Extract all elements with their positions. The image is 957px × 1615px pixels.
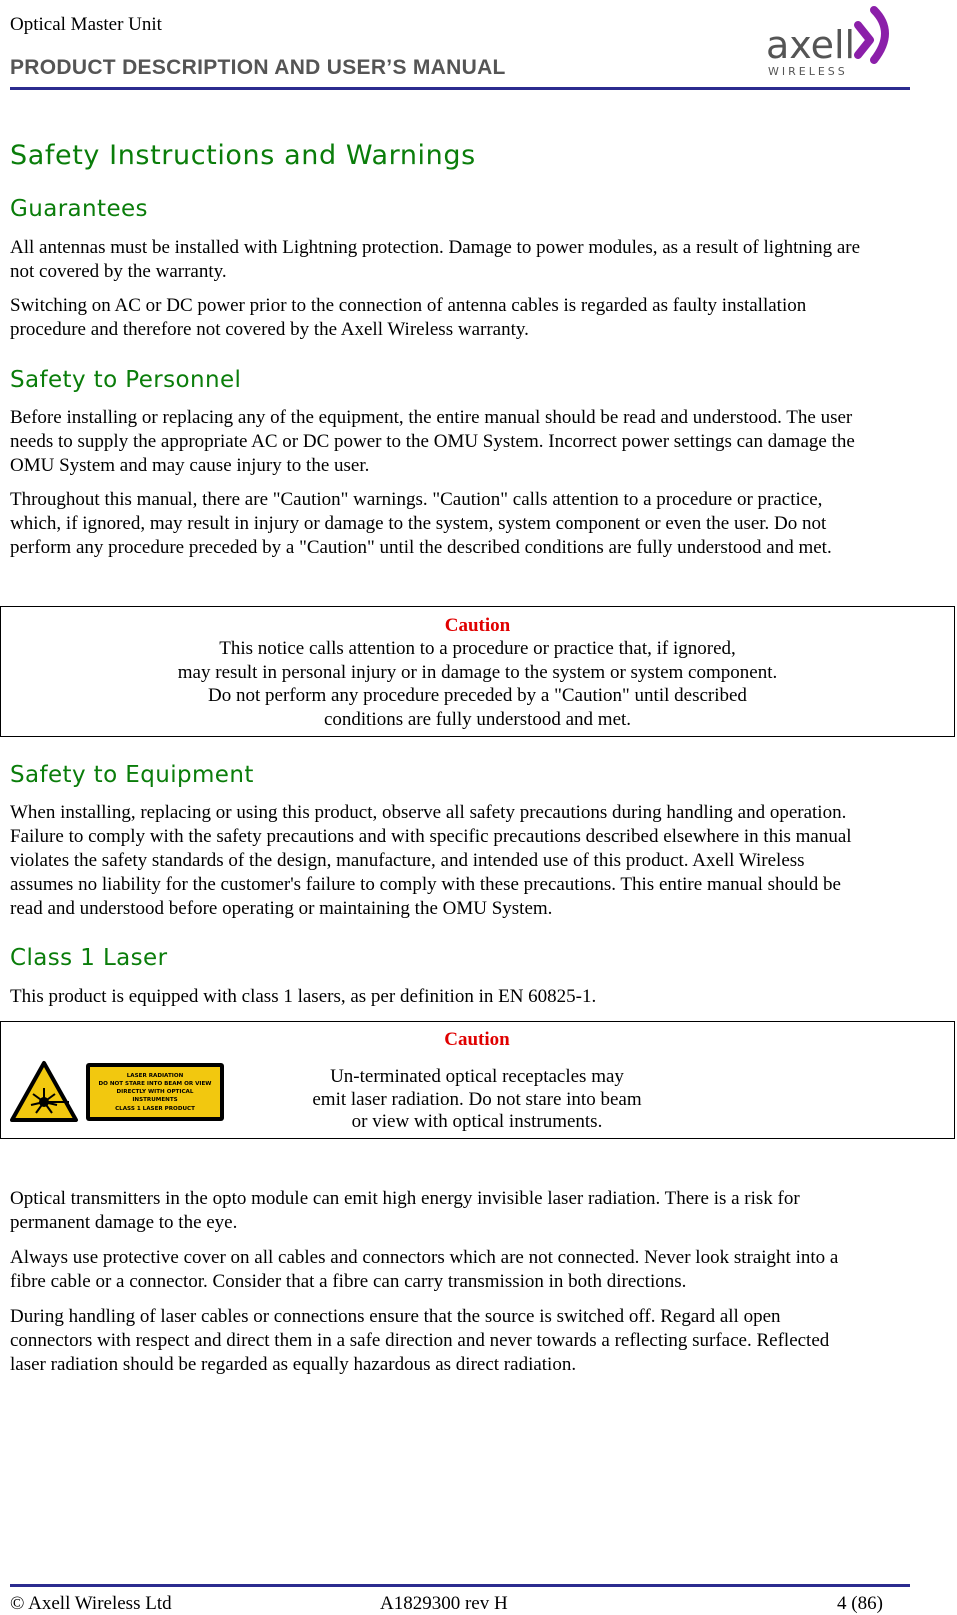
caution-box-laser (0, 1021, 955, 1139)
section-heading-personnel: Safety to Personnel (10, 367, 242, 393)
section-heading-laser: Class 1 Laser (10, 945, 168, 971)
label-line-2: DO NOT STARE INTO BEAM OR VIEW (98, 1081, 212, 1087)
laser-paragraph-2: Always use protective cover on all cables and connectors which are not connected. Never look straight into a fibre cable or a connector. Consider that a fibre can carry transmission in both directions. (10, 1247, 839, 1292)
footer-page-number: 4 (86) (837, 1593, 883, 1614)
caution-text: This notice calls attention to a procedure or practice that, if ignored, may result in personal injury or in damage to the system or system component. Do not perform any procedure preceded by a "Caution" until described conditions are fully understood and met. (177, 638, 778, 730)
guarantees-paragraph-1: All antennas must be installed with Lightning protection. Damage to power modules, as a result of lightning are not covered by the warranty. (10, 237, 861, 282)
laser-paragraph-1: Optical transmitters in the opto module can emit high energy invisible laser radiation. There is a risk for permanent damage to the eye. (10, 1188, 800, 1233)
laser-intro: This product is equipped with class 1 lasers, as per definition in EN 60825-1. (10, 986, 597, 1007)
section-heading-guarantees: Guarantees (10, 196, 148, 222)
label-line-5: CLASS 1 LASER PRODUCT (115, 1106, 195, 1112)
footer-document-id: A1829300 rev H (380, 1593, 508, 1614)
caution-box-general (0, 606, 955, 737)
label-line-1: LASER RADIATION (126, 1073, 184, 1079)
caution-title: Caution (444, 615, 511, 636)
logo-chevron-icon (858, 25, 870, 55)
axell-wireless-logo (766, 0, 916, 80)
caution-laser-title: Caution (444, 1029, 510, 1050)
guarantees-paragraph-2: Switching on AC or DC power prior to the connection of antenna cables is regarded as faulty installation procedure and therefore not covered by the Axell Wireless warranty. (10, 295, 807, 340)
logo-arc-icon (874, 10, 885, 60)
footer-copyright: © Axell Wireless Ltd (10, 1593, 172, 1614)
logo-subtext: WIRELESS (768, 65, 848, 78)
header-product-title: Optical Master Unit (10, 14, 162, 35)
page-title: Safety Instructions and Warnings (10, 140, 476, 171)
header-manual-subtitle: PRODUCT DESCRIPTION AND USER’S MANUAL (10, 56, 506, 79)
caution-laser-text: Un-terminated optical receptacles may emit laser radiation. Do not stare into beam or view with optical instruments. (312, 1066, 642, 1132)
logo-wordmark: axell (766, 23, 856, 67)
label-line-3: DIRECTLY WITH OPTICAL (116, 1089, 194, 1095)
header-rule (10, 87, 910, 90)
personnel-paragraph-2: Throughout this manual, there are "Caution" warnings. "Caution" calls attention to a procedure or practice, which, if ignored, may result in injury or damage to the system, system component or even the user. Do not perform any procedure preceded by a "Caution" until the described conditions are fully understood and met. (10, 489, 832, 558)
label-line-4: INSTRUMENTS (132, 1097, 178, 1103)
equipment-paragraph: When installing, replacing or using this product, observe all safety precautions during handling and operation. Failure to comply with the safety precautions and with specific precautions described elsewhere in this manual violates the safety standards of the design, manufacture, and intended use of this product. Axell Wireless assumes no liability for the customer's failure to comply with these precautions. This entire manual should be read and understood before operating or maintaining the OMU System. (10, 802, 852, 919)
personnel-paragraph-1: Before installing or replacing any of the equipment, the entire manual should be read and understood. The user needs to supply the appropriate AC or DC power to the OMU System. Incorrect power settings can damage the OMU System and may cause injury to the user. (10, 407, 855, 476)
section-heading-equipment: Safety to Equipment (10, 762, 254, 788)
footer-rule (10, 1584, 910, 1587)
laser-paragraph-3: During handling of laser cables or connections ensure that the source is switched off. Regard all open connectors with respect and direct them in a safe direction and never towards a reflecting surface. Reflected laser radiation should be regarded as equally hazardous as direct radiation. (10, 1306, 830, 1375)
